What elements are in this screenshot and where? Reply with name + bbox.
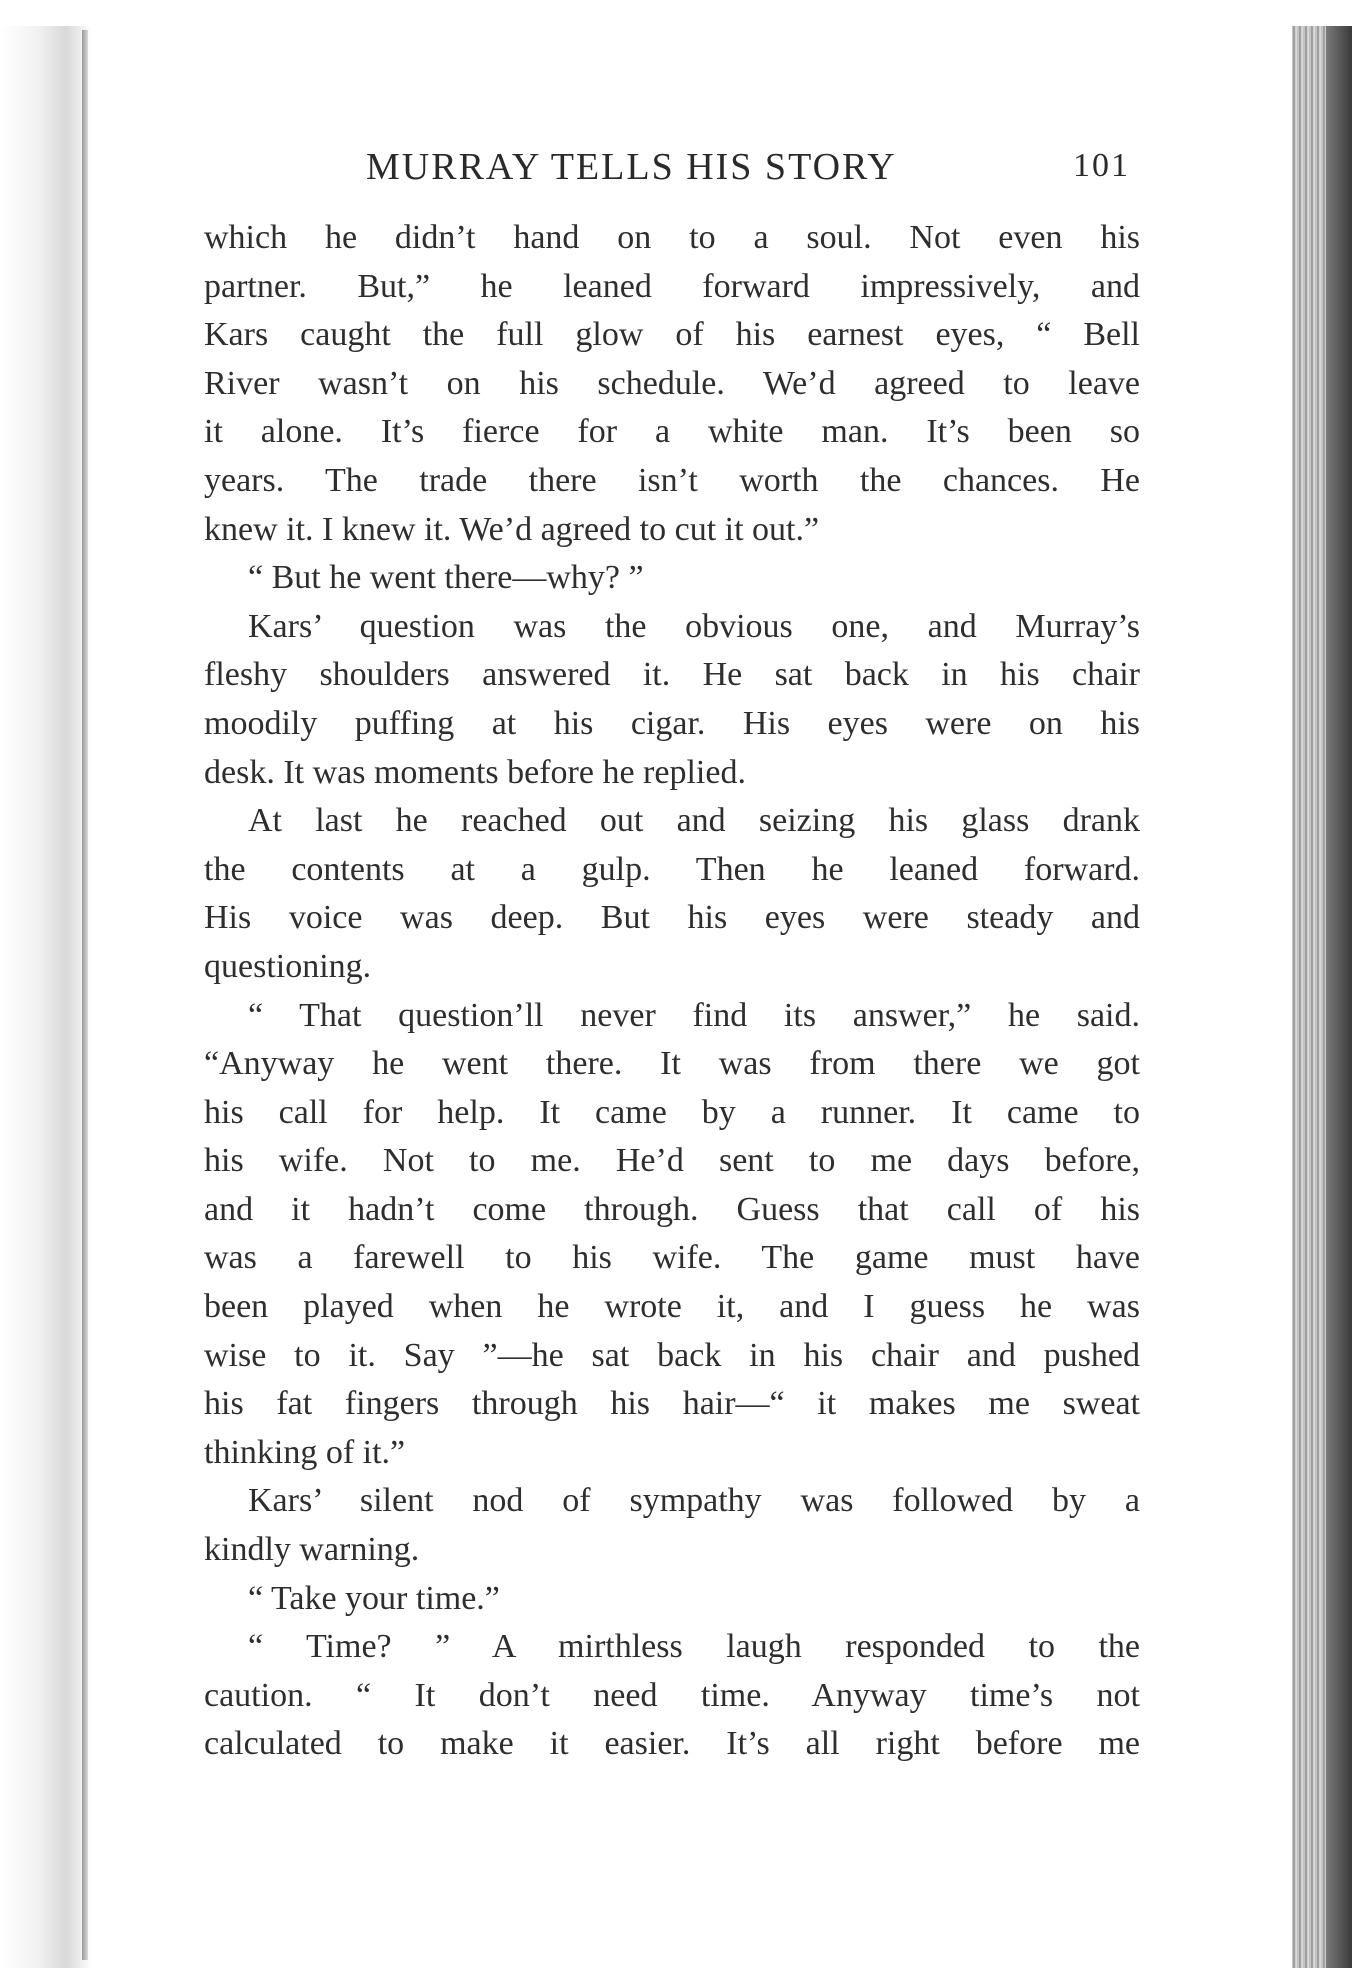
text-line: “Anyway he went there. It was from there we got — [204, 1045, 1140, 1083]
page-header — [366, 145, 1130, 193]
text-line: been played when he wrote it, and I guess he was — [204, 1288, 1140, 1326]
text-line: “ But he went there—why? ” — [248, 559, 644, 597]
text-line: Kars’ silent nod of sympathy was followed by a — [248, 1482, 1140, 1520]
text-line: calculated to make it easier. It’s all right before me — [204, 1725, 1140, 1763]
text-line: it alone. It’s fierce for a white man. It’s been so — [204, 413, 1140, 451]
text-line: his wife. Not to me. He’d sent to me days before, — [204, 1142, 1140, 1180]
page-stack-edge — [1292, 26, 1352, 1968]
text-line: fleshy shoulders answered it. He sat back in his chair — [204, 656, 1140, 694]
text-line: River wasn’t on his schedule. We’d agreed to leave — [204, 364, 1140, 402]
cover-edge-shadow — [1326, 26, 1352, 1968]
text-line: “ Take your time.” — [248, 1579, 500, 1617]
text-line: thinking of it.” — [204, 1433, 406, 1471]
text-line: His voice was deep. But his eyes were steady and — [204, 899, 1140, 937]
text-line: and it hadn’t come through. Guess that call of his — [204, 1190, 1140, 1228]
text-line: his call for help. It came by a runner. It came to — [204, 1093, 1140, 1131]
text-line: his fat fingers through his hair—“ it makes me sweat — [204, 1385, 1140, 1423]
text-line: the contents at a gulp. Then he leaned forward. — [204, 850, 1140, 888]
text-line: wise to it. Say ”—he sat back in his chair and pushed — [204, 1336, 1140, 1374]
text-line: years. The trade there isn’t worth the chances. He — [204, 461, 1140, 499]
text-line: partner. But,” he leaned forward impressively, and — [204, 267, 1140, 305]
text-line: Kars caught the full glow of his earnest eyes, “ Bell — [204, 316, 1140, 354]
text-line: At last he reached out and seizing his glass drank — [248, 802, 1140, 840]
gutter-fold-shadow — [82, 30, 88, 1960]
text-line: questioning. — [204, 947, 372, 985]
body-text — [204, 214, 1140, 1769]
text-line: “ Time? ” A mirthless laugh responded to the — [248, 1628, 1140, 1666]
text-line: desk. It was moments before he replied. — [204, 753, 746, 791]
text-line: which he didn’t hand on to a soul. Not even his — [204, 219, 1140, 256]
text-line: knew it. I knew it. We’d agreed to cut it out.” — [204, 510, 820, 548]
text-line: “ That question’ll never find its answer,” he said. — [248, 996, 1140, 1034]
running-head: MURRAY TELLS HIS STORY — [366, 146, 897, 188]
text-line: caution. “ It don’t need time. Anyway time’s not — [204, 1676, 1140, 1714]
text-line: was a farewell to his wife. The game must have — [204, 1239, 1140, 1277]
page-number: 101 — [1073, 147, 1130, 184]
binding-gutter — [0, 0, 92, 1968]
scan-top-margin — [0, 0, 1352, 26]
text-line: moodily puffing at his cigar. His eyes were on his — [204, 704, 1140, 742]
text-line: Kars’ question was the obvious one, and Murray’s — [248, 607, 1140, 645]
text-line: kindly warning. — [204, 1531, 420, 1569]
